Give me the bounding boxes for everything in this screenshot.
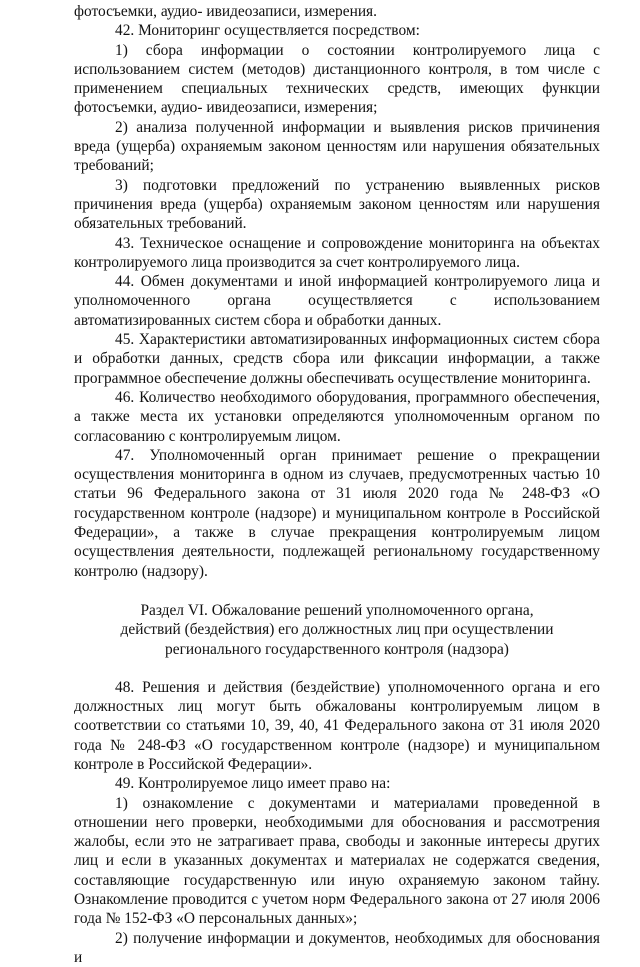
paragraph-42-item-3: 3) подготовки предложений по устранению выявленных рисков причинения вреда (ущерба) охраняемым законом ценностям или нарушения обязательных требований. bbox=[74, 176, 600, 233]
section-heading-line: действий (бездействия) его должностных лиц при осуществлении bbox=[120, 621, 554, 639]
section-heading bbox=[74, 601, 600, 659]
paragraph-43: 43. Техническое оснащение и сопровождение мониторинга на объектах контролируемого лица производится за счет контролируемого лица. bbox=[74, 234, 600, 271]
spacer bbox=[74, 659, 600, 678]
paragraph-44: 44. Обмен документами и иной информацией контролируемого лица и уполномоченного органа осуществляется с использованием автоматизированных систем сбора и обработки данных. bbox=[74, 273, 600, 329]
document-page bbox=[74, 2, 600, 967]
paragraph-42-item-1: 1) сбора информации о состоянии контролируемого лица с использованием систем (методов) дистанционного контроля, в том числе с применением специальных технических средств, имеющих функции фотосъемки, аудио- ивидеозаписи, измерения; bbox=[74, 41, 600, 117]
paragraph: фотосъемки, аудио- ивидеозаписи, измерения. bbox=[74, 3, 377, 20]
paragraph-49-item-2: 2) получение информации и документов, необходимых для обоснования и bbox=[74, 929, 600, 966]
section-heading-line: Раздел VI. Обжалование решений уполномоченного органа, bbox=[140, 601, 534, 619]
paragraph-46: 46. Количество необходимого оборудования, программного обеспечения, а также места их установки определяются уполномоченным органом по согласованию с контролируемым лицом. bbox=[74, 388, 600, 445]
paragraph-45: 45. Характеристики автоматизированных информационных систем сбора и обработки данных, средств сбора или фиксации информации, а также программное обеспечение должны обеспечивать осуществление мониторинга. bbox=[74, 331, 600, 387]
paragraph-42-item-2: 2) анализа полученной информации и выявления рисков причинения вреда (ущерба) охраняемым законом ценностям или нарушения обязательных требований; bbox=[74, 118, 600, 175]
paragraph-47: 47. Уполномоченный орган принимает решение о прекращении осуществления мониторинга в одном из случаев, предусмотренных частью 10 статьи 96 Федерального закона от 31 июля 2020 года № 248-ФЗ «О государственном контроле (надзоре) и муниципальном контроле в Российской Федерации», а также в случае прекращения контролируемым лицом осуществления деятельности, подлежащей региональному государственному контролю (надзору). bbox=[74, 446, 600, 580]
paragraph-49: 49. Контролируемое лицо имеет право на: bbox=[115, 775, 391, 793]
paragraph-48: 48. Решения и действия (бездействие) уполномоченного органа и его должностных лиц могут быть обжалованы контролируемым лицом в соответствии со статьями 10, 39, 40, 41 Федерального закона от 31 июля 2020 года № 248-ФЗ «О государственном контроле (надзоре) и муниципальном контроле в Российской Федерации». bbox=[74, 678, 600, 773]
section-heading-line: регионального государственного контроля (надзора) bbox=[165, 640, 509, 658]
spacer bbox=[74, 581, 600, 601]
paragraph-42: 42. Мониторинг осуществляется посредством: bbox=[115, 22, 420, 40]
paragraph-49-item-1: 1) ознакомление с документами и материалами проведенной в отношении него проверки, необходимыми для обоснования и рассмотрения жалобы, если это не затрагивает права, свободы и законные интересы других лиц и если в указанных документах и материалах не содержатся сведения, составляющие государственную или иную охраняемую законом тайну. Ознакомление проводится с учетом норм Федерального закона от 27 июля 2006 года № 152-ФЗ «О персональных данных»; bbox=[74, 794, 600, 928]
